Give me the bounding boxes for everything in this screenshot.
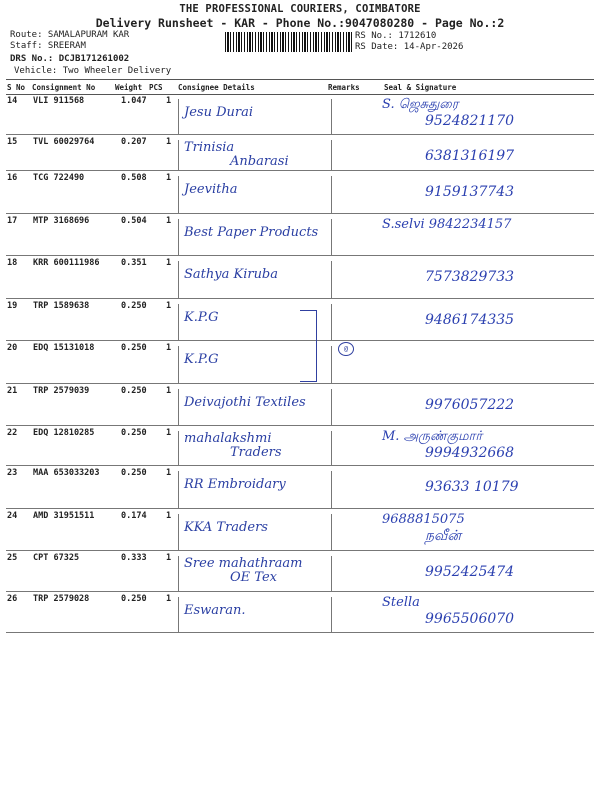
- row-pcs: 1: [166, 386, 172, 396]
- row-weight: 0.250: [121, 468, 147, 478]
- row-consignment: TRP 2579039: [33, 386, 90, 396]
- row-weight: 0.250: [121, 428, 147, 438]
- runsheet-subtitle: Delivery Runsheet - KAR - Phone No.:9047080280 - Page No.:2: [95, 16, 505, 30]
- row-pcs: 1: [166, 216, 172, 226]
- consignee-name: Sree mahathraam: [184, 556, 303, 571]
- row-pcs: 1: [166, 511, 172, 521]
- signature-phone: 7573829733: [425, 269, 515, 285]
- col-weight: Weight: [115, 83, 143, 92]
- consignee-name: Deivajothi Textiles: [184, 395, 306, 410]
- consignee-name: Trinisia: [184, 140, 235, 155]
- row-pcs: 1: [166, 343, 172, 353]
- row-consignment: VLI 911568: [33, 96, 85, 106]
- rs-date: RS Date: 14-Apr-2026: [355, 42, 464, 52]
- consignee-name: K.P.G: [184, 352, 219, 367]
- row-consignment: TRP 2579028: [33, 594, 90, 604]
- consignee-name: RR Embroidary: [184, 477, 286, 492]
- consignee-name: K.P.G: [184, 310, 219, 325]
- row-consignment: AMD 31951511: [33, 511, 95, 521]
- consignee-name-line2: OE Tex: [230, 570, 277, 585]
- row-pcs: 1: [166, 173, 172, 183]
- signature: M. அருண்குமார்: [382, 429, 483, 444]
- consignee-name: Jeevitha: [184, 182, 238, 197]
- row-weight: 0.174: [121, 511, 147, 521]
- row-sno: 17: [7, 216, 18, 226]
- signature-phone: 9952425474: [425, 564, 515, 580]
- row-weight: 0.207: [121, 137, 147, 147]
- consignee-name: Eswaran.: [184, 603, 246, 618]
- signature-phone: 6381316197: [425, 148, 515, 164]
- grouping-bracket: [300, 310, 317, 382]
- row-weight: 0.250: [121, 343, 147, 353]
- consignee-name-line2: Anbarasi: [230, 154, 289, 169]
- row-sno: 18: [7, 258, 18, 268]
- signature-phone: நவீன்: [425, 528, 461, 544]
- row-weight: 0.504: [121, 216, 147, 226]
- row-consignment: CPT 67325: [33, 553, 80, 563]
- row-sno: 14: [7, 96, 18, 106]
- col-pcs: PCS: [149, 83, 163, 92]
- row-pcs: 1: [166, 96, 172, 106]
- row-sno: 22: [7, 428, 18, 438]
- staff-info: Staff: SREERAM: [10, 41, 86, 51]
- row-sno: 23: [7, 468, 18, 478]
- row-consignment: MAA 653033203: [33, 468, 100, 478]
- row-weight: 1.047: [121, 96, 147, 106]
- signature-phone: 9524821170: [425, 113, 515, 129]
- remark-mark: @: [338, 342, 354, 356]
- consignee-name: mahalakshmi: [184, 431, 272, 446]
- row-sno: 21: [7, 386, 18, 396]
- signature: S.selvi 9842234157: [382, 217, 512, 232]
- row-weight: 0.250: [121, 301, 147, 311]
- row-sno: 25: [7, 553, 18, 563]
- route-info: Route: SAMALAPURAM KAR: [10, 30, 130, 40]
- signature: Stella: [382, 595, 420, 610]
- drs-number: DRS No.: DCJB171261002: [10, 54, 130, 64]
- row-sno: 19: [7, 301, 18, 311]
- signature-phone: 9159137743: [425, 184, 515, 200]
- row-weight: 0.250: [121, 386, 147, 396]
- consignee-name: Best Paper Products: [184, 225, 319, 240]
- row-sno: 15: [7, 137, 18, 147]
- signature-phone: 9486174335: [425, 312, 515, 328]
- row-sno: 26: [7, 594, 18, 604]
- row-weight: 0.351: [121, 258, 147, 268]
- row-weight: 0.333: [121, 553, 147, 563]
- consignee-name-line2: Traders: [230, 445, 282, 460]
- col-seal-signature: Seal & Signature: [384, 83, 457, 92]
- row-sno: 24: [7, 511, 18, 521]
- signature: S. ஜெசுதுரை: [382, 97, 459, 112]
- col-consignment: Consignment No: [32, 83, 96, 92]
- signature-phone: 93633 10179: [425, 479, 519, 495]
- signature-phone: 9965506070: [425, 611, 515, 627]
- row-consignment: TRP 1589638: [33, 301, 90, 311]
- company-title: THE PROFESSIONAL COURIERS, COIMBATORE: [179, 3, 421, 15]
- row-consignment: MTP 3168696: [33, 216, 90, 226]
- row-consignment: EDQ 15131018: [33, 343, 95, 353]
- row-pcs: 1: [166, 137, 172, 147]
- vehicle-info: Vehicle: Two Wheeler Delivery: [14, 66, 172, 76]
- row-sno: 16: [7, 173, 18, 183]
- row-pcs: 1: [166, 553, 172, 563]
- row-pcs: 1: [166, 594, 172, 604]
- col-remarks: Remarks: [328, 83, 360, 92]
- row-weight: 0.250: [121, 594, 147, 604]
- row-weight: 0.508: [121, 173, 147, 183]
- consignee-name: KKA Traders: [184, 520, 268, 535]
- row-pcs: 1: [166, 301, 172, 311]
- col-consignee: Consignee Details: [178, 83, 255, 92]
- barcode: [225, 32, 353, 52]
- row-sno: 20: [7, 343, 18, 353]
- row-consignment: KRR 600111986: [33, 258, 100, 268]
- row-consignment: TCG 722490: [33, 173, 85, 183]
- signature-phone: 9994932668: [425, 445, 515, 461]
- row-pcs: 1: [166, 468, 172, 478]
- consignee-name: Sathya Kiruba: [184, 267, 279, 282]
- rs-number: RS No.: 1712610: [355, 31, 437, 41]
- col-sno: S No: [7, 83, 26, 92]
- row-consignment: EDQ 12810285: [33, 428, 95, 438]
- signature-phone: 9976057222: [425, 397, 515, 413]
- row-consignment: TVL 60029764: [33, 137, 95, 147]
- row-pcs: 1: [166, 428, 172, 438]
- signature: 9688815075: [382, 512, 465, 527]
- consignee-name: Jesu Durai: [184, 105, 253, 120]
- row-pcs: 1: [166, 258, 172, 268]
